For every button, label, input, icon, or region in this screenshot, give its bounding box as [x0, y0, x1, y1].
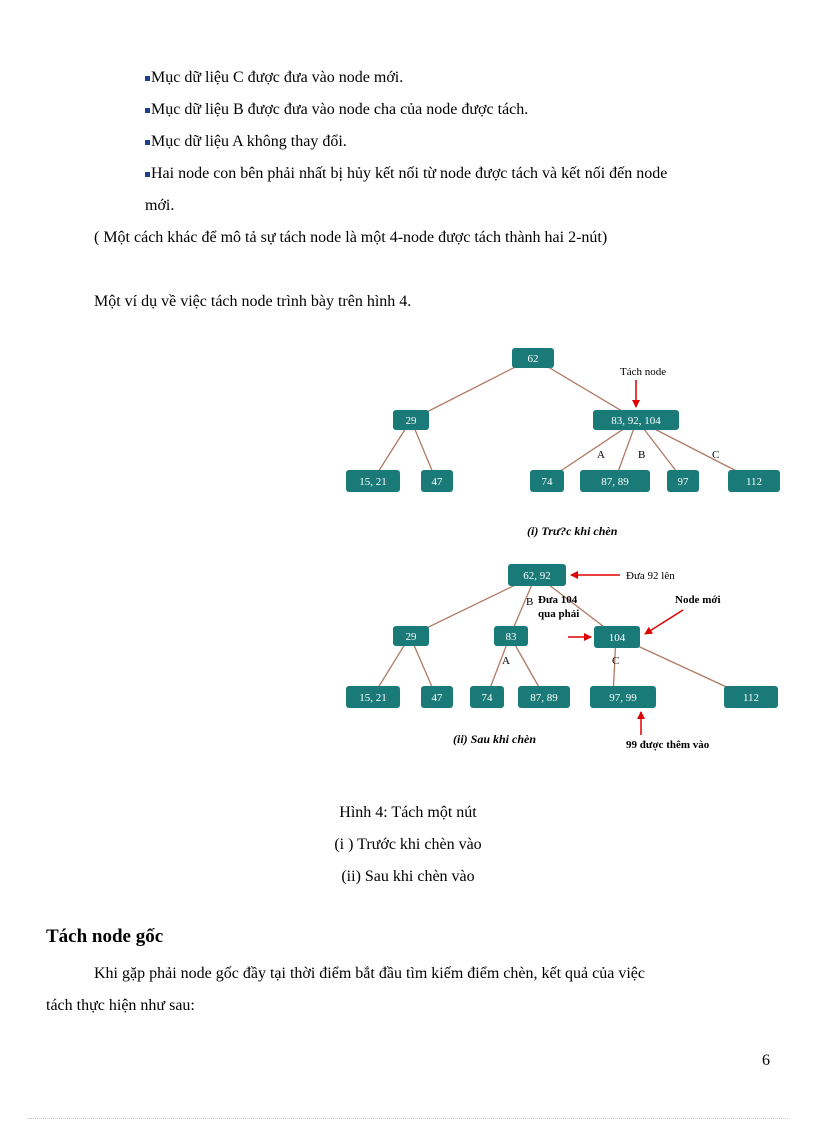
- svg-text:29: 29: [405, 631, 417, 643]
- bullet-text: Mục dữ liệu B được đưa vào node cha của node được tách.: [151, 101, 529, 118]
- annotation-right-1: Đưa 104: [538, 594, 578, 606]
- bullet-text: Mục dữ liệu A không thay đổi.: [151, 133, 347, 150]
- node: [530, 470, 564, 492]
- section-paragraph-line2: tách thực hiện như sau:: [46, 997, 195, 1014]
- bullet-square-icon: [145, 76, 150, 81]
- split-node-figure: [0, 340, 816, 760]
- svg-text:104: 104: [608, 632, 626, 644]
- intro-paragraph: Một ví dụ về việc tách node trình bày trên hình 4.: [94, 293, 412, 310]
- svg-text:15, 21: 15, 21: [359, 476, 387, 488]
- page-number: 6: [762, 1052, 770, 1069]
- svg-text:97: 97: [677, 476, 689, 488]
- bullet-item-c: [145, 62, 775, 94]
- bullet-item-a: [145, 126, 775, 158]
- node: [590, 686, 656, 708]
- svg-text:47: 47: [431, 476, 443, 488]
- node: [346, 686, 400, 708]
- svg-text:62, 92: 62, 92: [523, 570, 551, 582]
- node: [470, 686, 504, 708]
- node: [667, 470, 699, 492]
- tree-before: [373, 358, 754, 480]
- note-paragraph: ( Một cách khác để mô tả sự tách node là một 4-node được tách thành hai 2-nút): [94, 229, 608, 246]
- svg-text:112: 112: [745, 476, 763, 488]
- bullet-text: Hai node con bên phải nhất bị hủy kết nối từ node được tách và kết nối đến node: [151, 165, 668, 182]
- svg-text:74: 74: [541, 476, 553, 488]
- footer-rule: [28, 1118, 788, 1119]
- svg-text:15, 21: 15, 21: [359, 692, 387, 704]
- node: [393, 410, 429, 430]
- svg-text:83: 83: [505, 631, 517, 643]
- edge-label-c: C: [612, 655, 620, 667]
- node: [393, 626, 429, 646]
- node: [346, 470, 400, 492]
- bullet-text: mới.: [145, 197, 175, 214]
- node: [594, 626, 640, 648]
- section-paragraph-line1: Khi gặp phải node gốc đầy tại thời điểm bắt đầu tìm kiếm điểm chèn, kết quả của việc: [94, 965, 645, 982]
- bullet-item-children: [145, 158, 775, 190]
- node: [512, 348, 554, 368]
- node: [518, 686, 570, 708]
- edge-label-b: B: [638, 449, 646, 461]
- svg-text:62: 62: [527, 353, 539, 365]
- caption-after: (ii) Sau khi chèn: [453, 732, 537, 746]
- figure-caption-line1: (i ) Trước khi chèn vào: [334, 836, 482, 853]
- svg-text:74: 74: [481, 692, 493, 704]
- edge-label-a: A: [597, 449, 605, 461]
- node: [508, 564, 566, 586]
- svg-text:47: 47: [431, 692, 443, 704]
- edge-label-a: A: [502, 655, 510, 667]
- node: [580, 470, 650, 492]
- edge-label-c: C: [712, 449, 720, 461]
- svg-text:87, 89: 87, 89: [530, 692, 558, 704]
- annotation-split: Tách node: [620, 366, 667, 378]
- figure-caption-line2: (ii) Sau khi chèn vào: [341, 868, 475, 885]
- bullet-square-icon: [145, 108, 150, 113]
- annotation-right-2: qua phải: [538, 608, 580, 620]
- annotation-new: Node mới: [675, 594, 721, 606]
- bullet-continuation: [145, 190, 775, 222]
- svg-text:87, 89: 87, 89: [601, 476, 629, 488]
- bullet-square-icon: [145, 172, 150, 177]
- bullet-text: Mục dữ liệu C được đưa vào node mới.: [151, 69, 404, 86]
- node: [728, 470, 780, 492]
- node: [593, 410, 679, 430]
- edge-label-b: B: [526, 596, 534, 608]
- bullet-item-b: [145, 94, 775, 126]
- node: [724, 686, 778, 708]
- svg-text:83, 92, 104: 83, 92, 104: [611, 415, 661, 427]
- section-heading: Tách node gốc: [46, 926, 164, 947]
- bullet-square-icon: [145, 140, 150, 145]
- annotation-added: 99 được thêm vào: [626, 739, 710, 751]
- node: [421, 470, 453, 492]
- node: [494, 626, 528, 646]
- figure-caption-title: Hình 4: Tách một nút: [339, 804, 477, 821]
- node: [421, 686, 453, 708]
- annotation-up: Đưa 92 lên: [626, 570, 675, 582]
- arrow-new: [645, 610, 683, 634]
- svg-text:112: 112: [742, 692, 760, 704]
- svg-text:29: 29: [405, 415, 417, 427]
- svg-text:97, 99: 97, 99: [609, 692, 637, 704]
- caption-before: (i) Trư?c khi chèn: [527, 524, 618, 538]
